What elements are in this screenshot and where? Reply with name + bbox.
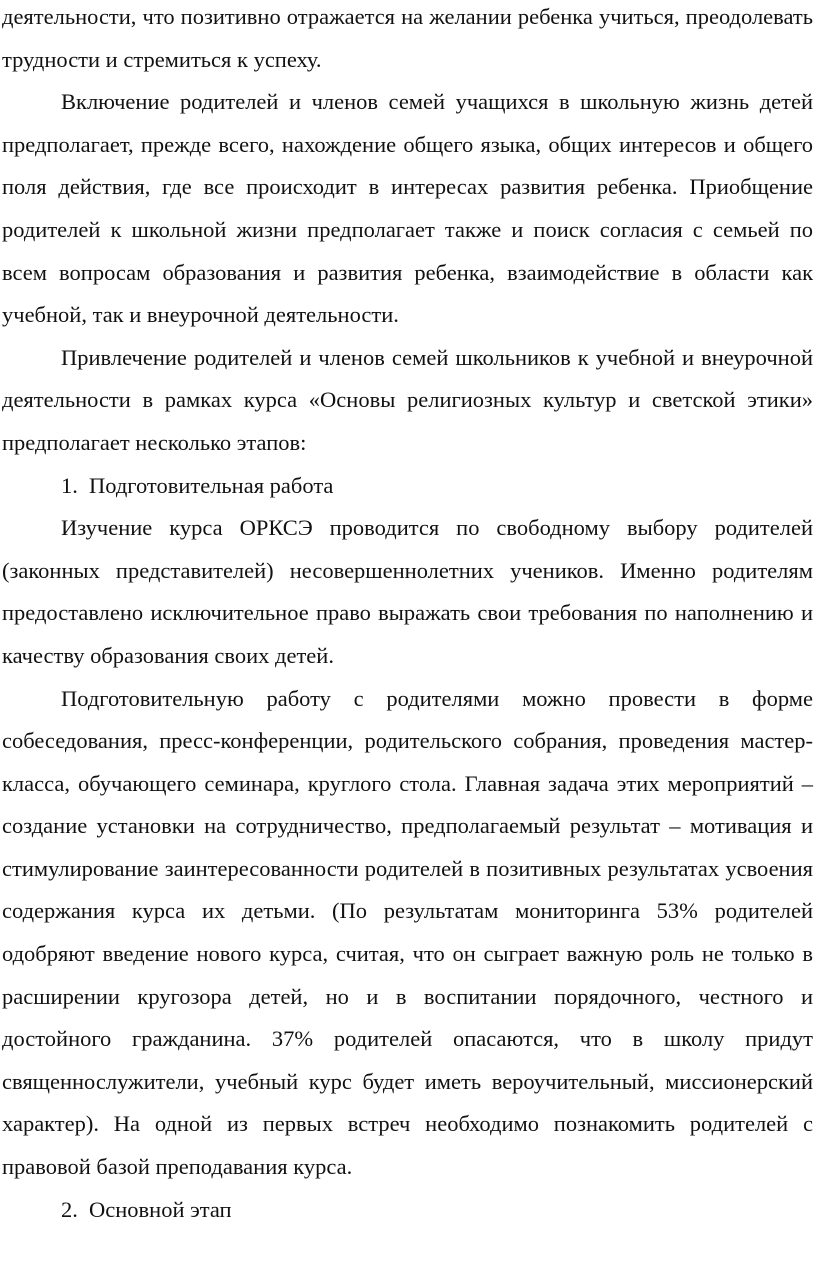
paragraph-parent-involvement: Включение родителей и членов семей учащихся в школьную жизнь детей предполагает, прежде всего, нахождение общего языка, общих интересов и общего поля действия, где все происходит в интересах развития ребенка. Приобщение родителей к школьной жизни предполагает также и поиск согласия с семьей по всем вопросам образования и развития ребенка, взаимодействие в области как учебной, так и внеурочной деятельности. [2,89,813,328]
list-item-preparatory-work [61,465,813,508]
paragraph-stages-intro: Привлечение родителей и членов семей школьников к учебной и внеурочной деятельности в рамках курса «Основы религиозных культур и светской этики» предполагает несколько этапов: [2,344,813,455]
list-item-label: Основной этап [89,1196,232,1222]
paragraph-course-choice: Изучение курса ОРКСЭ проводится по свободному выбору родителей (законных представителей) несовершеннолетних учеников. Именно родителям предоставлено исключительное право выражать свои требования по наполнению и качеству образования своих детей. [2,515,813,668]
list-item-label: Подготовительная работа [89,472,334,498]
paragraph-continuation: деятельности, что позитивно отражается на желании ребенка учиться, преодолевать трудности и стремиться к успеху. [2,4,813,72]
list-number: 2. [61,1196,78,1222]
paragraph-preparatory-forms: Подготовительную работу с родителями можно провести в форме собеседования, пресс-конференции, родительского собрания, проведения мастер-класса, обучающего семинара, круглого стола. Главная задача этих мероприятий – создание установки на сотрудничество, предполагаемый результат – мотивация и стимулирование заинтересованности родителей в позитивных результатах усвоения содержания курса их детьми. (По результатам мониторинга 53% родителей одобряют введение нового курса, считая, что он сыграет важную роль не только в расширении кругозора детей, но и в воспитании порядочного, честного и достойного гражданина. 37% родителей опасаются, что в школу придут священнослужители, учебный курс будет иметь вероучительный, миссионерский характер). На одной из первых встреч необходимо познакомить родителей с правовой базой преподавания курса. [2,685,813,1180]
list-number: 1. [61,472,78,498]
list-item-main-stage [61,1189,813,1232]
